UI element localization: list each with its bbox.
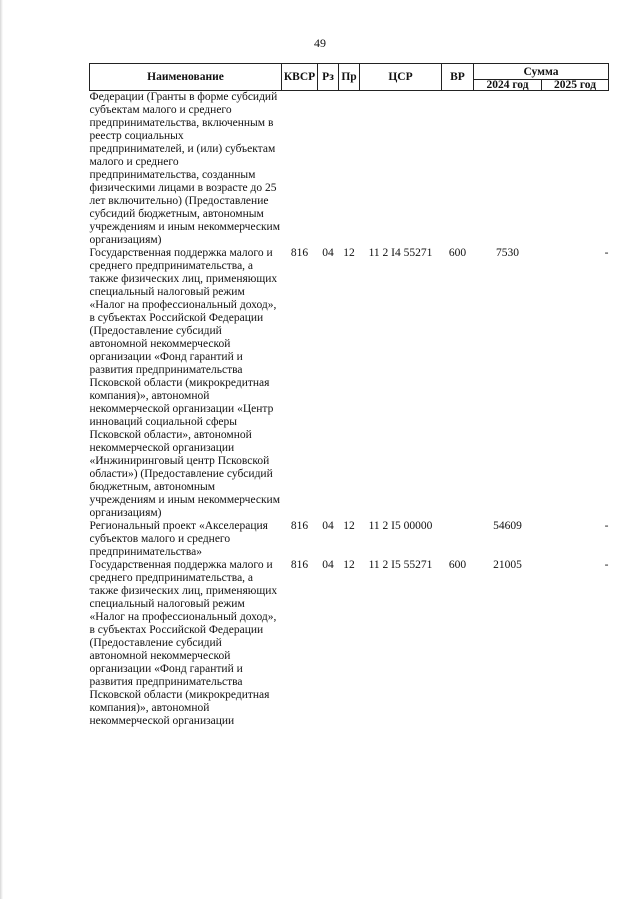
table-row [90,559,609,728]
cell-kvsr: 816 [290,520,309,532]
cell-name: Региональный проект «Акселерация субъектов малого и среднего предпринимательства» [89,520,268,558]
scan-edge [0,0,3,899]
cell-name: Государственная поддержка малого и среднего предпринимательства, а также физических лиц, применяющих специальный налоговый режим «Налог на профессиональный доход», в субъектах Российской Федерации (Предоставление субсидий автономной некоммерческой организации «Фонд гарантий и развития предпринимательства Псковской области (микрокредитная компания)», автономной некоммерческой организации [89,559,278,727]
cell-rz [318,91,339,248]
cell-csr: 11 2 I5 00000 [368,520,433,532]
cell-vr: 600 [448,247,467,259]
cell-rz: 04 [322,520,334,532]
cell-sum-2025: - [604,520,609,532]
cell-sum-2024: 7530 [496,247,519,259]
cell-name: Федерации (Гранты в форме субсидий субъектам малого и среднего предпринимательства, включенным в реестр социальных предпринимателей, и (или) субъектам малого и среднего предпринимательства, созданным физическими лицами в возрасте до 25 лет включительно) (Предоставление субсидий бюджетным, автономным учреждениям и иным некоммерческим организациям) [89,91,280,246]
header-csr: ЦСР [360,64,442,91]
table-row [90,520,609,559]
cell-pr: 12 [343,559,355,571]
header-vr: ВР [442,64,474,91]
header-sum: Сумма [474,64,609,80]
header-kvsr: КВСР [282,64,318,91]
cell-rz: 04 [322,559,334,571]
cell-vr: 600 [448,559,467,571]
cell-pr [339,91,360,248]
header-year-2025: 2025 год [542,80,609,91]
cell-sum-2025: - [604,559,609,571]
cell-csr: 11 2 I5 55271 [368,559,433,571]
cell-vr [442,91,474,248]
header-pr: Пр [339,64,360,91]
header-year-2024: 2024 год [474,80,542,91]
cell-sum-2024: 54609 [493,520,522,532]
table-row [90,247,609,520]
cell-csr [360,91,442,248]
page-number: 49 [314,36,326,50]
cell-vr [442,520,474,559]
cell-pr: 12 [343,247,355,259]
cell-kvsr: 816 [290,247,309,259]
cell-sum-2024 [474,91,542,248]
header-rz: Рз [318,64,339,91]
cell-kvsr [282,91,318,248]
cell-csr: 11 2 I4 55271 [368,247,433,259]
budget-table [89,63,609,728]
cell-pr: 12 [343,520,355,532]
cell-kvsr: 816 [290,559,309,571]
cell-sum-2025 [542,91,609,248]
cell-rz: 04 [322,247,334,259]
header-name: Наименование [90,64,282,91]
cell-name: Государственная поддержка малого и среднего предпринимательства, а также физических лиц, применяющих специальный налоговый режим «Налог на профессиональный доход», в субъектах Российской Федерации (Предоставление субсидий автономной некоммерческой организации «Фонд гарантий и развития предпринимательства Псковской области (микрокредитная компания)», автономной некоммерческой организации «Центр инноваций социальной сферы Псковской области», автономной некоммерческой организации «Инжиниринговый центр Псковской области») (Предоставление субсидий бюджетным, автономным учреждениям и иным некоммерческим организациям) [89,247,280,519]
cell-sum-2025: - [604,247,609,259]
cell-sum-2024: 21005 [493,559,522,571]
table-row [90,91,609,248]
